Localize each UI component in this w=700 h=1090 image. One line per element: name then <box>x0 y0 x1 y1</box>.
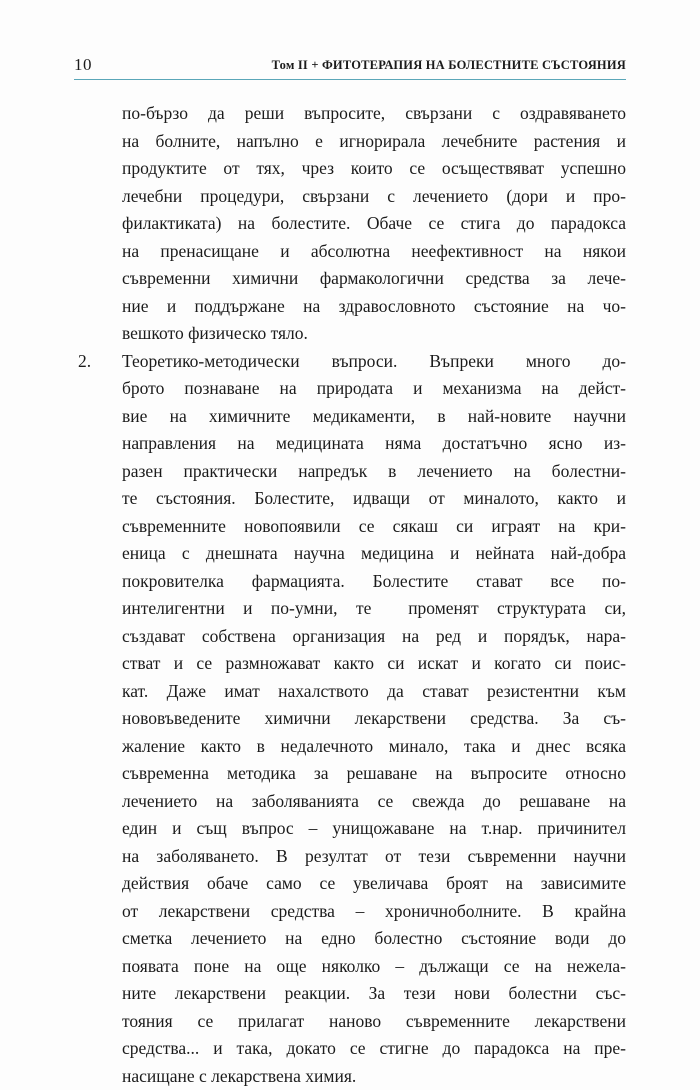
text-line: продуктите от тях, чрез които се осъществяват успешно <box>74 155 626 183</box>
text-line: насищане с лекарствена химия. <box>74 1063 626 1090</box>
text-line: лечебни процедури, свързани с лечението (дори и про- <box>74 183 626 211</box>
text-line: средства... и така, докато се стигне до парадокса на пре- <box>74 1035 626 1063</box>
text-line: на пренасищане и абсолютна неефективност на някои <box>74 238 626 266</box>
text-line: брото познаване на природата и механизма на дейст- <box>74 375 626 403</box>
text-line: еница с днешната научна медицина и нейната най-добра <box>74 540 626 568</box>
page-header <box>74 55 626 80</box>
text-line: появата поне на още няколко – дължащи се на нежела- <box>74 953 626 981</box>
list-item-first-line <box>74 348 626 376</box>
text-line: вие на химичните медикаменти, в най-новите научни <box>74 403 626 431</box>
text-line: съвременни химични фармакологични средства за лече- <box>74 265 626 293</box>
text-line: ние и поддържане на здравословното състояние на чо- <box>74 293 626 321</box>
text-line: разен практически напредък в лечението на болестни- <box>74 458 626 486</box>
text-line: съвременна методика за решаване на въпросите относно <box>74 760 626 788</box>
text-line: кат. Даже имат нахалството да стават резистентни към <box>74 678 626 706</box>
text-line: лечението на заболяванията се свежда до решаване на <box>74 788 626 816</box>
text-line: филактиката) на болестите. Обаче се стига до парадокса <box>74 210 626 238</box>
text-line: интелигентни и по-умни, те променят структурата си, <box>74 595 626 623</box>
text-line: по-бързо да реши въпросите, свързани с оздравяването <box>74 100 626 128</box>
text-line: нововъведените химични лекарствени средства. За съ- <box>74 705 626 733</box>
text-line: вешкото физическо тяло. <box>74 320 626 348</box>
text-line: ните лекарствени реакции. За тези нови болестни със- <box>74 980 626 1008</box>
text-line: съвременните новопоявили се сякаш си играят на кри- <box>74 513 626 541</box>
text-line: Теоретико-методически въпроси. Въпреки много до- <box>122 348 626 376</box>
text-line: сметка лечението на едно болестно състояние води до <box>74 925 626 953</box>
paragraph-continuation <box>74 100 626 348</box>
text-line: те състояния. Болестите, идващи от миналото, както и <box>74 485 626 513</box>
text-line: на болните, напълно е игнорирала лечебните растения и <box>74 128 626 156</box>
running-title: Том II + ФИТОТЕРАПИЯ НА БОЛЕСТНИТЕ СЪСТОЯНИЯ <box>272 58 626 73</box>
text-line: действия обаче само се увеличава броят на зависимите <box>74 870 626 898</box>
text-line: покровителка фармацията. Болестите стават все по- <box>74 568 626 596</box>
text-line: създават собствена организация на ред и порядък, нара- <box>74 623 626 651</box>
text-line: на заболяването. В резултат от тези съвременни научни <box>74 843 626 871</box>
text-line: жаление както в недалечното минало, така и днес всяка <box>74 733 626 761</box>
text-line: тояния се прилагат наново съвременните лекарствени <box>74 1008 626 1036</box>
list-item-2 <box>74 348 626 1090</box>
list-item-number: 2. <box>78 348 91 376</box>
text-line: направления на медицината няма достатъчно ясно из- <box>74 430 626 458</box>
text-line: един и същ въпрос – унищожаване на т.нар. причинител <box>74 815 626 843</box>
text-line: стват и се размножават както си искат и когато си поис- <box>74 650 626 678</box>
page-body <box>74 100 626 1090</box>
page-number: 10 <box>74 55 92 75</box>
text-line: от лекарствени средства – хроничноболните. В крайна <box>74 898 626 926</box>
